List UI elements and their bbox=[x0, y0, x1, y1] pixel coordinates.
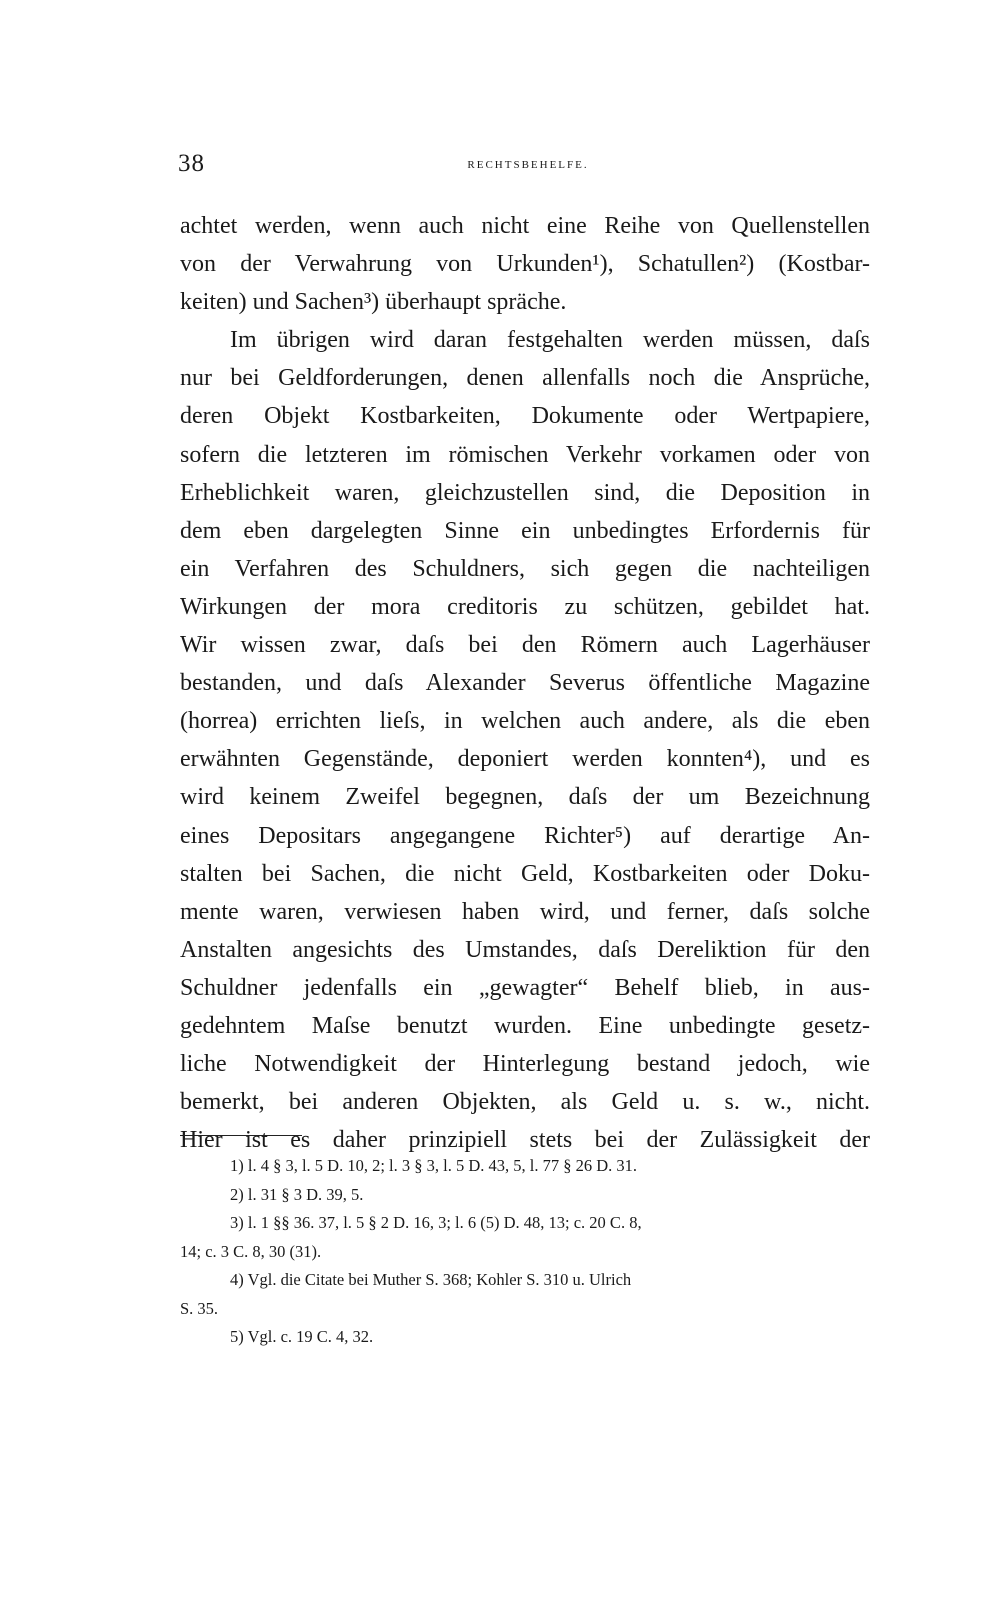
page-number: 38 bbox=[178, 150, 205, 177]
footnotes bbox=[180, 1152, 870, 1352]
text-line: sofern die letzteren im römischen Verkehr vorkamen oder von bbox=[180, 441, 870, 468]
text-line: Im übrigen wird daran festgehalten werden müssen, daſs bbox=[230, 327, 870, 354]
footnote-5: 5) Vgl. c. 19 C. 4, 32. bbox=[230, 1327, 374, 1346]
text-line: bestanden, und daſs Alexander Severus öffentliche Magazine bbox=[180, 670, 870, 697]
text-line: ein Verfahren des Schuldners, sich gegen die nachteiligen bbox=[180, 555, 870, 582]
text-line: von der Verwahrung von Urkunden¹), Schatullen²) (Kostbar- bbox=[180, 251, 870, 278]
text-line: (horrea) errichten lieſs, in welchen auch andere, als die eben bbox=[180, 708, 870, 735]
text-line: nur bei Geldforderungen, denen allenfalls noch die Ansprüche, bbox=[180, 365, 870, 392]
text-line: deren Objekt Kostbarkeiten, Dokumente oder Wertpapiere, bbox=[180, 403, 870, 430]
text-line: gedehntem Maſse benutzt wurden. Eine unbedingte gesetz- bbox=[180, 1012, 870, 1039]
text-line: Schuldner jedenfalls ein „gewagter“ Behelf blieb, in aus- bbox=[180, 974, 870, 1001]
footnote-2: 2) l. 31 § 3 D. 39, 5. bbox=[230, 1184, 364, 1204]
running-head: RECHTSBEHELFE. bbox=[467, 159, 589, 171]
footnote-divider bbox=[180, 1135, 302, 1136]
text-line: Erheblichkeit waren, gleichzustellen sind, die Deposition in bbox=[180, 479, 870, 506]
text-line: mente waren, verwiesen haben wird, und ferner, daſs solche bbox=[180, 898, 870, 925]
paragraph-continuation bbox=[180, 207, 870, 321]
text-line: achtet werden, wenn auch nicht eine Reihe von Quellenstellen bbox=[180, 213, 870, 239]
footnote-1: 1) l. 4 § 3, l. 5 D. 10, 2; l. 3 § 3, l. 5 D. 43, 5, l. 77 § 26 D. 31. bbox=[230, 1156, 637, 1175]
text-line: Hier ist es daher prinzipiell stets bei der Zulässigkeit der bbox=[180, 1127, 870, 1154]
body-text bbox=[180, 207, 870, 1159]
text-line: keiten) und Sachen³) überhaupt spräche. bbox=[180, 289, 567, 316]
footnote-3: 3) l. 1 §§ 36. 37, l. 5 § 2 D. 16, 3; l. 6 (5) D. 48, 13; c. 20 C. 8, bbox=[230, 1213, 642, 1232]
page-header bbox=[178, 150, 878, 184]
text-line: Wir wissen zwar, daſs bei den Römern auch Lagerhäuser bbox=[180, 632, 870, 659]
text-line: eines Depositars angegangene Richter⁵) auf derartige An- bbox=[180, 822, 870, 849]
footnote-4: 4) Vgl. die Citate bei Muther S. 368; Kohler S. 310 u. Ulrich bbox=[230, 1270, 632, 1289]
text-line: erwähnten Gegenstände, deponiert werden konnten⁴), und es bbox=[180, 746, 870, 773]
text-line: bemerkt, bei anderen Objekten, als Geld u. s. w., nicht. bbox=[180, 1089, 870, 1116]
footnote-3-continuation: 14; c. 3 C. 8, 30 (31). bbox=[180, 1241, 322, 1261]
text-line: wird keinem Zweifel begegnen, daſs der um Bezeichnung bbox=[180, 784, 870, 811]
text-line: liche Notwendigkeit der Hinterlegung bestand jedoch, wie bbox=[180, 1051, 870, 1078]
footnote-4-continuation: S. 35. bbox=[180, 1298, 219, 1318]
text-line: Wirkungen der mora creditoris zu schützen, gebildet hat. bbox=[180, 593, 870, 620]
text-line: Anstalten angesichts des Umstandes, daſs Dereliktion für den bbox=[180, 936, 870, 963]
paragraph bbox=[180, 321, 870, 1159]
text-line: dem eben dargelegten Sinne ein unbedingtes Erfordernis für bbox=[180, 517, 870, 544]
text-line: stalten bei Sachen, die nicht Geld, Kostbarkeiten oder Doku- bbox=[180, 860, 870, 887]
